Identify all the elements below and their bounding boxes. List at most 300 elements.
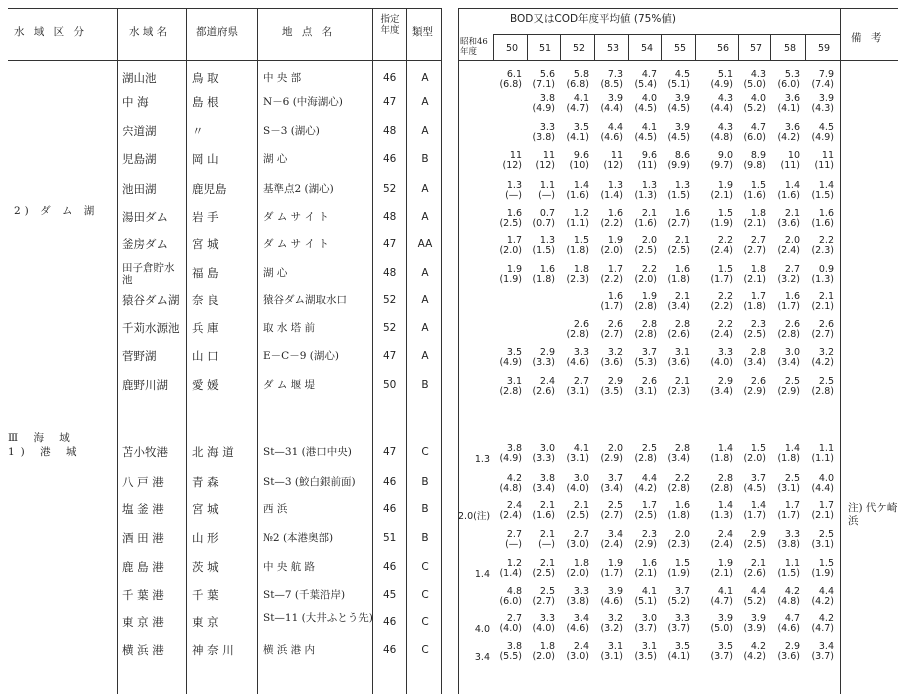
annual-average-value: 3.6 (784, 93, 800, 104)
water-name: 鹿野川湖 (122, 378, 168, 392)
showa-46-value: 2.0(注) (458, 511, 491, 522)
value-cell (736, 642, 766, 661)
annual-average-value: 4.8 (506, 586, 522, 597)
annual-average-value: 3.7 (641, 347, 657, 358)
percentile-75-value: (2.5) (566, 509, 589, 521)
annual-average-value: 2.8 (750, 347, 766, 358)
value-cell (703, 348, 733, 367)
designated-year: 46 (383, 153, 397, 165)
percentile-75-value: (4.3) (811, 102, 834, 114)
value-cell (804, 236, 834, 255)
value-cell (559, 348, 589, 367)
site-name: 基準点2 (湖心) (263, 183, 334, 195)
site-name: 中 央 部 (263, 72, 302, 84)
site-name: 猿谷ダム湖取水口 (263, 294, 347, 306)
annual-average-value: 4.2 (750, 641, 766, 652)
value-cell (703, 377, 733, 396)
annual-average-value: 11 (542, 150, 555, 161)
annual-average-value: 3.5 (506, 347, 522, 358)
type-class: A (421, 294, 429, 306)
rule-after-site (372, 8, 373, 694)
rule-header-left (8, 60, 441, 61)
percentile-75-value: (2.8) (667, 482, 690, 494)
rule-col-51 (560, 34, 561, 60)
percentile-75-value: (2.4) (710, 538, 733, 550)
value-cell (559, 377, 589, 396)
value-cell (559, 474, 589, 493)
percentile-75-value: (4.0) (566, 482, 589, 494)
annual-average-value: 3.9 (750, 613, 766, 624)
percentile-75-value: (6.8) (499, 78, 522, 90)
water-name: 田子倉貯水池 (122, 262, 175, 286)
designated-year: 47 (383, 96, 397, 108)
value-cell (804, 209, 834, 228)
annual-average-value: 11 (821, 150, 834, 161)
percentile-75-value: (4.1) (667, 650, 690, 662)
annual-average-value: 1.9 (717, 558, 733, 569)
percentile-75-value: (2.1) (634, 567, 657, 579)
value-cell (736, 123, 766, 142)
annual-average-value: 1.8 (573, 264, 589, 275)
site-name: St—7 (千葉沿岸) (263, 589, 346, 601)
value-cell (703, 320, 733, 339)
prefecture: 北 海 道 (192, 445, 234, 459)
percentile-75-value: (3.6) (667, 356, 690, 368)
percentile-75-value: (4.2) (743, 650, 766, 662)
annual-average-value: 2.1 (784, 208, 800, 219)
annual-average-value: 4.4 (641, 473, 657, 484)
value-cell (593, 236, 623, 255)
water-name: 塩 釜 港 (122, 502, 164, 516)
annual-average-value: 3.5 (573, 122, 589, 133)
annual-average-value: 2.4 (506, 500, 522, 511)
percentile-75-value: (2.8) (710, 482, 733, 494)
annual-average-value: 4.4 (818, 586, 834, 597)
site-name: S－3 (湖心) (263, 125, 320, 137)
rule-top-left (8, 8, 441, 9)
value-cell (703, 587, 733, 606)
annual-average-value: 2.1 (674, 235, 690, 246)
annual-average-value: 1.4 (750, 500, 766, 511)
designated-year: 47 (383, 238, 397, 250)
prefecture: 山 形 (192, 531, 219, 545)
site-name: 湖 心 (263, 267, 288, 279)
value-cell (525, 474, 555, 493)
annual-average-value: 1.5 (717, 208, 733, 219)
annual-average-value: 2.9 (784, 641, 800, 652)
annual-average-value: 11 (509, 150, 522, 161)
value-cell (703, 501, 733, 520)
value-cell (736, 530, 766, 549)
percentile-75-value: (—) (505, 538, 522, 550)
percentile-75-value: (4.6) (777, 622, 800, 634)
value-cell (804, 292, 834, 311)
value-cell (770, 265, 800, 284)
annual-average-value: 3.9 (818, 93, 834, 104)
percentile-75-value: (1.5) (532, 244, 555, 256)
value-cell (559, 94, 589, 113)
percentile-75-value: (2.0) (499, 244, 522, 256)
value-cell (593, 94, 623, 113)
annual-average-value: 1.6 (607, 291, 623, 302)
header-designated-year: 指定年度 (380, 14, 400, 36)
value-cell (492, 642, 522, 661)
value-cell (660, 377, 690, 396)
value-cell (627, 614, 657, 633)
annual-average-value: 1.7 (750, 291, 766, 302)
percentile-75-value: (3.8) (777, 538, 800, 550)
value-cell (660, 209, 690, 228)
percentile-75-value: (2.5) (532, 567, 555, 579)
annual-average-value: 2.6 (784, 319, 800, 330)
value-cell (736, 377, 766, 396)
percentile-75-value: (4.4) (710, 102, 733, 114)
percentile-75-value: (3.7) (710, 650, 733, 662)
designated-year: 47 (383, 446, 397, 458)
rule-col-52 (594, 34, 595, 60)
percentile-75-value: (4.5) (634, 131, 657, 143)
annual-average-value: 2.7 (573, 376, 589, 387)
percentile-75-value: (4.6) (566, 622, 589, 634)
percentile-75-value: (2.3) (566, 273, 589, 285)
value-cell (770, 209, 800, 228)
value-cell (660, 123, 690, 142)
type-class: A (421, 183, 429, 195)
value-cell (660, 70, 690, 89)
percentile-75-value: (1.5) (811, 189, 834, 201)
annual-average-value: 2.1 (674, 376, 690, 387)
percentile-75-value: (12) (603, 159, 623, 171)
percentile-75-value: (2.2) (600, 273, 623, 285)
site-name: ダ ム サ イ ト (263, 238, 329, 250)
value-cell (593, 123, 623, 142)
annual-average-value: 4.4 (607, 122, 623, 133)
percentile-75-value: (3.7) (667, 622, 690, 634)
value-cell (770, 123, 800, 142)
value-cell (703, 530, 733, 549)
value-cell (660, 642, 690, 661)
type-class: A (421, 322, 429, 334)
annual-average-value: 2.5 (607, 500, 623, 511)
value-cell (804, 474, 834, 493)
percentile-75-value: (1.6) (634, 217, 657, 229)
value-cell (627, 236, 657, 255)
annual-average-value: 2.1 (750, 558, 766, 569)
value-cell (804, 614, 834, 633)
value-cell (703, 444, 733, 463)
percentile-75-value: (1.8) (667, 273, 690, 285)
value-cell (804, 70, 834, 89)
type-class: C (421, 644, 429, 656)
value-cell (492, 614, 522, 633)
prefecture: 岩 手 (192, 210, 219, 224)
designated-year: 47 (383, 350, 397, 362)
annual-average-value: 2.7 (506, 613, 522, 624)
percentile-75-value: (3.7) (811, 650, 834, 662)
value-cell (627, 587, 657, 606)
percentile-75-value: (2.1) (710, 567, 733, 579)
percentile-75-value: (4.5) (667, 102, 690, 114)
percentile-75-value: (3.1) (634, 385, 657, 397)
annual-average-value: 1.2 (506, 558, 522, 569)
value-cell (492, 236, 522, 255)
value-cell (736, 348, 766, 367)
percentile-75-value: (4.9) (532, 102, 555, 114)
value-cell (770, 70, 800, 89)
value-cell (736, 94, 766, 113)
designated-year: 50 (383, 379, 397, 391)
annual-average-value: 5.6 (539, 69, 555, 80)
value-cell (492, 181, 522, 200)
percentile-75-value: (2.6) (667, 328, 690, 340)
value-cell (804, 94, 834, 113)
annual-average-value: 2.8 (674, 319, 690, 330)
annual-average-value: 1.1 (539, 180, 555, 191)
percentile-75-value: (1.7) (777, 509, 800, 521)
value-cell (736, 320, 766, 339)
value-cell (660, 530, 690, 549)
showa-46-value: 3.4 (474, 652, 490, 663)
water-name: 千 葉 港 (122, 588, 164, 602)
annual-average-value: 2.1 (539, 500, 555, 511)
percentile-75-value: (5.3) (634, 356, 657, 368)
annual-average-value: 1.4 (573, 180, 589, 191)
value-cell (559, 236, 589, 255)
percentile-75-value: (2.8) (811, 385, 834, 397)
percentile-75-value: (4.7) (710, 595, 733, 607)
annual-average-value: 1.8 (750, 208, 766, 219)
type-class: A (421, 267, 429, 279)
designated-year: 51 (383, 532, 397, 544)
annual-average-value: 2.5 (784, 473, 800, 484)
value-cell (736, 292, 766, 311)
water-name: 横 浜 港 (122, 643, 164, 657)
annual-average-value: 4.3 (717, 122, 733, 133)
annual-average-value: 4.7 (750, 122, 766, 133)
percentile-75-value: (8.5) (600, 78, 623, 90)
percentile-75-value: (2.0) (634, 273, 657, 285)
percentile-75-value: (3.1) (777, 482, 800, 494)
annual-average-value: 3.8 (506, 443, 522, 454)
percentile-75-value: (4.9) (710, 78, 733, 90)
annual-average-value: 4.3 (717, 93, 733, 104)
value-cell (627, 320, 657, 339)
type-class: AA (417, 238, 433, 250)
annual-average-value: 2.5 (818, 376, 834, 387)
percentile-75-value: (3.4) (743, 356, 766, 368)
prefecture: 〃 (192, 124, 204, 138)
value-cell (525, 530, 555, 549)
percentile-75-value: (3.9) (743, 622, 766, 634)
value-cell (559, 614, 589, 633)
percentile-75-value: (4.8) (499, 482, 522, 494)
year-header-50: 50 (505, 43, 519, 54)
prefecture: 千 葉 (192, 588, 219, 602)
value-cell (525, 265, 555, 284)
percentile-75-value: (3.1) (566, 385, 589, 397)
water-name: 八 戸 港 (122, 475, 164, 489)
annual-average-value: 3.5 (674, 641, 690, 652)
type-class: A (421, 125, 429, 137)
rule-header-years (493, 34, 840, 35)
rule-col-56 (738, 34, 739, 60)
value-cell (593, 209, 623, 228)
site-name: E－C－9 (湖心) (263, 350, 339, 362)
annual-average-value: 3.4 (818, 641, 834, 652)
annual-average-value: 4.3 (750, 69, 766, 80)
annual-average-value: 1.4 (818, 180, 834, 191)
value-cell (703, 181, 733, 200)
value-cell (525, 236, 555, 255)
value-cell (770, 377, 800, 396)
annual-average-value: 1.7 (506, 235, 522, 246)
percentile-75-value: (2.7) (667, 217, 690, 229)
header-remarks: 備 考 (851, 32, 885, 44)
value-cell (736, 209, 766, 228)
annual-average-value: 2.6 (750, 376, 766, 387)
value-cell (703, 265, 733, 284)
annual-average-value: 6.1 (506, 69, 522, 80)
year-header-53: 53 (606, 43, 620, 54)
percentile-75-value: (4.0) (710, 356, 733, 368)
annual-average-value: 2.8 (641, 319, 657, 330)
percentile-75-value: (1.6) (811, 217, 834, 229)
value-cell (770, 642, 800, 661)
annual-average-value: 4.1 (573, 443, 589, 454)
value-cell (559, 209, 589, 228)
section-dam-lake: 2) ダ ム 湖 (14, 205, 99, 217)
percentile-75-value: (4.2) (811, 595, 834, 607)
percentile-75-value: (5.2) (743, 595, 766, 607)
value-cell (593, 530, 623, 549)
percentile-75-value: (2.6) (532, 385, 555, 397)
water-name: 宍道湖 (122, 124, 157, 138)
annual-average-value: 2.6 (573, 319, 589, 330)
annual-average-value: 2.7 (506, 529, 522, 540)
value-cell (559, 642, 589, 661)
annual-average-value: 2.4 (573, 641, 589, 652)
value-cell (492, 348, 522, 367)
value-cell (559, 123, 589, 142)
annual-average-value: 2.9 (750, 529, 766, 540)
percentile-75-value: (2.8) (566, 328, 589, 340)
annual-average-value: 1.5 (573, 235, 589, 246)
percentile-75-value: (2.0) (743, 452, 766, 464)
value-cell (593, 642, 623, 661)
percentile-75-value: (1.6) (743, 189, 766, 201)
annual-average-value: 3.3 (573, 347, 589, 358)
percentile-75-value: (1.5) (777, 567, 800, 579)
value-cell (593, 614, 623, 633)
percentile-75-value: (1.7) (600, 567, 623, 579)
percentile-75-value: (2.4) (710, 244, 733, 256)
annual-average-value: 1.4 (784, 443, 800, 454)
value-cell (559, 265, 589, 284)
percentile-75-value: (1.3) (634, 189, 657, 201)
annual-average-value: 3.1 (506, 376, 522, 387)
annual-average-value: 3.9 (607, 586, 623, 597)
annual-average-value: 1.9 (607, 558, 623, 569)
value-cell (627, 474, 657, 493)
type-class: B (421, 379, 429, 391)
value-cell (492, 444, 522, 463)
type-class: A (421, 211, 429, 223)
rule-after-prefecture (257, 8, 258, 694)
percentile-75-value: (5.0) (743, 78, 766, 90)
header-type: 類型 (412, 26, 433, 38)
designated-year: 48 (383, 267, 397, 279)
annual-average-value: 1.6 (607, 208, 623, 219)
value-cell (627, 642, 657, 661)
annual-average-value: 0.7 (539, 208, 555, 219)
value-cell (492, 474, 522, 493)
percentile-75-value: (1.6) (777, 189, 800, 201)
percentile-75-value: (2.5) (634, 244, 657, 256)
percentile-75-value: (3.3) (532, 356, 555, 368)
type-class: B (421, 503, 429, 515)
value-cell (525, 151, 555, 170)
value-cell (525, 181, 555, 200)
percentile-75-value: (1.9) (811, 567, 834, 579)
annual-average-value: 2.1 (641, 208, 657, 219)
annual-average-value: 9.6 (573, 150, 589, 161)
value-cell (703, 94, 733, 113)
annual-average-value: 9.6 (641, 150, 657, 161)
designated-year: 48 (383, 125, 397, 137)
annual-average-value: 11 (610, 150, 623, 161)
water-name: 湯田ダム (122, 210, 168, 224)
percentile-75-value: (4.2) (634, 482, 657, 494)
percentile-75-value: (3.8) (532, 131, 555, 143)
percentile-75-value: (11) (637, 159, 657, 171)
site-name: N－6 (中海湖心) (263, 96, 343, 108)
annual-average-value: 1.2 (573, 208, 589, 219)
rule-col-57 (770, 34, 771, 60)
rule-after-year (406, 8, 407, 694)
annual-average-value: 3.5 (717, 641, 733, 652)
annual-average-value: 3.3 (573, 586, 589, 597)
value-cell (492, 265, 522, 284)
header-prefecture: 都道府県 (196, 26, 238, 38)
percentile-75-value: (4.9) (499, 452, 522, 464)
annual-average-value: 3.6 (784, 122, 800, 133)
value-cell (593, 501, 623, 520)
annual-average-value: 3.9 (717, 613, 733, 624)
percentile-75-value: (4.0) (499, 622, 522, 634)
water-name: 千苅水源池 (122, 321, 180, 335)
percentile-75-value: (3.4) (600, 482, 623, 494)
percentile-75-value: (4.7) (566, 102, 589, 114)
annual-average-value: 4.4 (750, 586, 766, 597)
annual-average-value: 9.0 (717, 150, 733, 161)
value-cell (627, 348, 657, 367)
percentile-75-value: (1.9) (499, 273, 522, 285)
value-cell (804, 181, 834, 200)
annual-average-value: 7.9 (818, 69, 834, 80)
annual-average-value: 4.0 (641, 93, 657, 104)
percentile-75-value: (9.7) (710, 159, 733, 171)
percentile-75-value: (4.9) (499, 356, 522, 368)
type-class: B (421, 532, 429, 544)
annual-average-value: 4.2 (784, 586, 800, 597)
annual-average-value: 2.9 (717, 376, 733, 387)
value-cell (492, 587, 522, 606)
annual-average-value: 2.3 (750, 319, 766, 330)
site-name: St—11 (大井ふとう先) (263, 612, 373, 624)
percentile-75-value: (4.0) (532, 622, 555, 634)
annual-average-value: 1.5 (750, 443, 766, 454)
annual-average-value: 3.7 (750, 473, 766, 484)
